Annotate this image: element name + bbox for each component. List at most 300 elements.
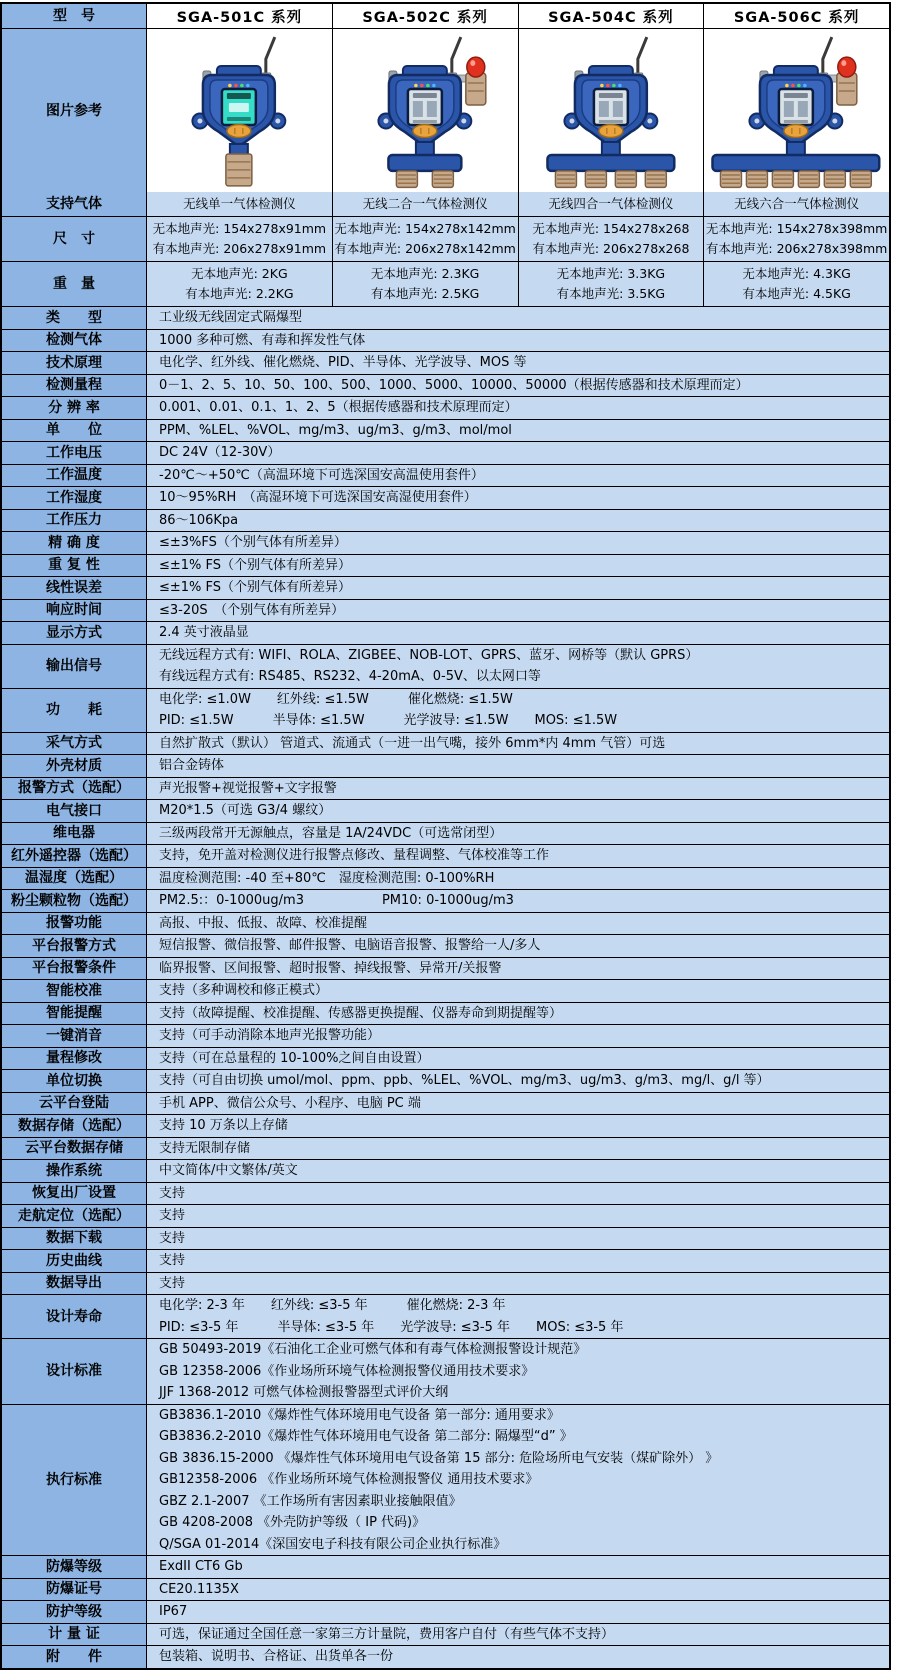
model-header-cells <box>147 4 889 28</box>
spec-value-cell <box>147 465 889 487</box>
spec-value-cell <box>147 755 889 777</box>
spec-row <box>2 688 889 732</box>
spec-value-line: 手机 APP、微信公众号、小程序、电脑 PC 端 <box>159 1095 421 1111</box>
spec-row <box>2 957 889 980</box>
spec-value-line: 电化学: ≤1.0W 红外线: ≤1.5W 催化燃烧: ≤1.5W <box>159 691 513 707</box>
spec-value-cell <box>703 262 889 306</box>
row-values <box>147 800 889 822</box>
spec-row <box>2 599 889 622</box>
row-label: 平台报警条件 <box>2 958 147 980</box>
row-label: 单位切换 <box>2 1070 147 1092</box>
spec-value-line: 支持（可在总量程的 10-100%之间自由设置） <box>159 1050 430 1066</box>
spec-row <box>2 934 889 957</box>
spec-row <box>2 777 889 800</box>
spec-row <box>2 1114 889 1137</box>
spec-row <box>2 441 889 464</box>
spec-value-cell <box>147 1183 889 1205</box>
row-values <box>147 1205 889 1227</box>
row-label: 精 确 度 <box>2 532 147 554</box>
spec-value-cell <box>147 1405 889 1556</box>
spec-value-cell <box>147 1138 889 1160</box>
spec-value-cell <box>147 577 889 599</box>
spec-value-line: GB3836.2-2010《爆炸性气体环境用电气设备 第二部分: 隔爆型“d” 》 <box>159 1429 573 1444</box>
row-label: 附 件 <box>2 1646 147 1668</box>
spec-row <box>2 1227 889 1250</box>
row-values <box>147 555 889 577</box>
product-image-sga-506c <box>703 29 889 192</box>
row-label: 防爆等级 <box>2 1556 147 1578</box>
spec-value-cell <box>332 262 518 306</box>
row-values <box>147 1048 889 1070</box>
spec-row <box>2 1623 889 1646</box>
spec-row <box>2 1002 889 1025</box>
spec-value-line: 0－1、2、5、10、50、100、500、1000、5000、10000、50000（根据传感器和技术原理而定） <box>159 377 749 393</box>
spec-value-line: -20℃～+50℃（高温环境下可选深国安高温使用套件） <box>159 467 484 483</box>
row-label: 数据下载 <box>2 1228 147 1250</box>
spec-value-line: ExdII CT6 Gb <box>159 1559 243 1574</box>
spec-row <box>2 374 889 397</box>
row-values <box>147 420 889 442</box>
row-values <box>147 1228 889 1250</box>
spec-row <box>2 979 889 1002</box>
row-label: 操作系统 <box>2 1160 147 1182</box>
row-values <box>147 958 889 980</box>
spec-value-cell <box>703 192 889 216</box>
spec-value-cell <box>147 532 889 554</box>
spec-row <box>2 261 889 306</box>
spec-row <box>2 1338 889 1404</box>
spec-value-cell <box>147 487 889 509</box>
spec-value-line: 无本地声光: 2.3KG <box>370 266 480 281</box>
row-values <box>147 1250 889 1272</box>
row-values <box>147 1070 889 1092</box>
spec-row <box>2 216 889 261</box>
row-values <box>147 352 889 374</box>
spec-row <box>2 1092 889 1115</box>
spec-row <box>2 1555 889 1578</box>
row-label: 技术原理 <box>2 352 147 374</box>
model-header-label: 型 号 <box>2 4 147 28</box>
spec-rows <box>2 192 889 1668</box>
spec-value-cell <box>147 1228 889 1250</box>
row-values <box>147 1601 889 1623</box>
spec-value-line: 支持 <box>159 1208 186 1223</box>
row-values <box>147 1579 889 1601</box>
row-label: 工作电压 <box>2 442 147 464</box>
spec-value-line: 支持 <box>159 1275 186 1291</box>
spec-value-line: Q/SGA 01-2014《深国安电子科技有限公司企业执行标准》 <box>159 1536 507 1552</box>
row-values <box>147 192 889 216</box>
row-values <box>147 577 889 599</box>
spec-value-line: 铝合金铸体 <box>159 758 225 773</box>
spec-value-line: 无线二合一气体检测仪 <box>362 196 488 211</box>
spec-value-cell <box>147 935 889 957</box>
spec-row <box>2 1182 889 1205</box>
row-values <box>147 1003 889 1025</box>
row-values <box>147 1339 889 1404</box>
spec-value-line: 支持 10 万条以上存储 <box>159 1118 288 1133</box>
spec-value-line: 无本地声光: 154x278x142mm <box>334 221 516 236</box>
spec-value-cell <box>147 1025 889 1047</box>
spec-row <box>2 509 889 532</box>
row-label: 设计标准 <box>2 1339 147 1404</box>
row-values <box>147 465 889 487</box>
spec-value-cell <box>147 1048 889 1070</box>
row-label: 显示方式 <box>2 622 147 644</box>
spec-value-line: 无线单一气体检测仪 <box>183 196 296 211</box>
spec-value-line: PPM、%LEL、%VOL、mg/m3、ug/m3、g/m3、mol/mol <box>159 422 512 438</box>
row-values <box>147 1093 889 1115</box>
row-label: 输出信号 <box>2 645 147 688</box>
spec-value-line: 中文简体/中文繁体/英文 <box>159 1163 298 1178</box>
spec-value-line: 有本地声光: 206x278x142mm <box>334 241 516 256</box>
model-header-row <box>2 4 889 28</box>
product-image-cells <box>147 29 889 192</box>
spec-value-line: 无线远程方式有: WIFI、ROLA、ZIGBEE、NOB-LOT、GPRS、蓝牙、网桥等（默认 GPRS） <box>159 647 699 663</box>
row-label: 检测量程 <box>2 375 147 397</box>
spec-value-cell <box>147 397 889 419</box>
spec-row <box>2 1272 889 1295</box>
row-label: 重 复 性 <box>2 555 147 577</box>
spec-value-cell <box>147 1160 889 1182</box>
spec-value-line: 临界报警、区间报警、超时报警、掉线报警、异常开/关报警 <box>159 960 502 976</box>
spec-value-line: GB3836.1-2010《爆炸性气体环境用电气设备 第一部分: 通用要求》 <box>159 1407 560 1423</box>
row-label: 粉尘颗粒物（选配） <box>2 890 147 912</box>
spec-value-cell <box>147 890 889 912</box>
spec-value-cell <box>147 1003 889 1025</box>
spec-value-line: ≤±1% FS（个别气体有所差异） <box>159 557 352 573</box>
row-values <box>147 600 889 622</box>
spec-value-cell <box>332 192 518 216</box>
spec-value-line: 无本地声光: 154x278x268 <box>532 221 690 236</box>
spec-row <box>2 486 889 509</box>
spec-row <box>2 889 889 912</box>
row-label: 历史曲线 <box>2 1250 147 1272</box>
spec-row <box>2 912 889 935</box>
spec-value-cell <box>147 1070 889 1092</box>
spec-value-line: 高报、中报、低报、故障、校准提醒 <box>159 915 368 931</box>
row-values <box>147 510 889 532</box>
spec-value-cell <box>147 958 889 980</box>
spec-row <box>2 419 889 442</box>
row-values <box>147 1138 889 1160</box>
spec-row <box>2 1578 889 1601</box>
spec-value-line: GB 12358-2006《作业场所环境气体检测报警仪通用技术要求》 <box>159 1363 535 1379</box>
spec-row <box>2 867 889 890</box>
spec-value-line: 声光报警+视觉报警+文字报警 <box>159 780 337 796</box>
spec-value-line: 无本地声光: 4.3KG <box>742 266 851 281</box>
row-label: 分 辨 率 <box>2 397 147 419</box>
spec-value-line: 支持 <box>159 1253 186 1268</box>
row-label: 支持气体 <box>2 192 147 216</box>
row-label: 尺 寸 <box>2 217 147 261</box>
row-values <box>147 935 889 957</box>
image-row-label: 图片参考 <box>2 29 147 192</box>
spec-value-cell <box>147 217 332 261</box>
row-label: 智能提醒 <box>2 1003 147 1025</box>
row-values <box>147 890 889 912</box>
spec-value-cell <box>147 1601 889 1623</box>
row-values <box>147 217 889 261</box>
spec-value-line: GB 4208-2008 《外壳防护等级（ IP 代码)》 <box>159 1515 426 1530</box>
spec-value-line: M20*1.5（可选 G3/4 螺纹） <box>159 803 332 818</box>
spec-row <box>2 844 889 867</box>
row-label: 走航定位（选配） <box>2 1205 147 1227</box>
spec-value-cell <box>147 1273 889 1295</box>
spec-value-line: PM2.5:：0-1000ug/m3 PM10: 0-1000ug/m3 <box>159 893 514 908</box>
spec-value-cell <box>147 1250 889 1272</box>
row-label: 恢复出厂设置 <box>2 1183 147 1205</box>
row-label: 电气接口 <box>2 800 147 822</box>
spec-value-line: IP67 <box>159 1604 188 1619</box>
spec-value-cell <box>147 1624 889 1646</box>
row-label: 平台报警方式 <box>2 935 147 957</box>
row-label: 数据导出 <box>2 1273 147 1295</box>
spec-value-line: GB 50493-2019《石油化工企业可燃气体和有毒气体检测报警设计规范》 <box>159 1342 587 1357</box>
spec-row <box>2 799 889 822</box>
spec-value-cell <box>332 217 518 261</box>
spec-value-line: 自然扩散式（默认） 管道式、流通式（一进一出气嘴，接外 6mm*内 4mm 气管）可选 <box>159 735 666 751</box>
spec-value-line: 无本地声光: 154x278x91mm <box>152 221 327 236</box>
spec-value-line: GB12358-2006 《作业场所环境气体检测报警仪 通用技术要求》 <box>159 1472 539 1487</box>
spec-value-cell <box>147 307 889 329</box>
spec-value-cell <box>147 1646 889 1668</box>
row-values <box>147 1183 889 1205</box>
spec-value-line: 有本地声光: 2.5KG <box>370 286 480 301</box>
row-values <box>147 755 889 777</box>
spec-value-cell <box>147 262 332 306</box>
spec-value-line: 包装箱、说明书、合格证、出货单各一份 <box>159 1649 394 1664</box>
spec-row <box>2 1069 889 1092</box>
spec-value-cell <box>518 262 704 306</box>
spec-value-cell <box>147 980 889 1002</box>
model-name-sga-502c: SGA-502C 系列 <box>332 4 518 28</box>
row-label: 采气方式 <box>2 733 147 755</box>
spec-value-line: 0.001、0.01、0.1、1、2、5（根据传感器和技术原理而定） <box>159 400 518 415</box>
spec-value-line: CE20.1135X <box>159 1581 239 1597</box>
row-values <box>147 487 889 509</box>
row-label: 云平台数据存储 <box>2 1138 147 1160</box>
spec-row <box>2 464 889 487</box>
spec-row <box>2 1404 889 1556</box>
row-values <box>147 733 889 755</box>
spec-value-cell <box>147 689 889 732</box>
spec-value-line: 有本地声光: 206x278x91mm <box>152 241 327 256</box>
spec-value-line: 支持无限制存储 <box>159 1140 251 1156</box>
spec-value-line: 支持（可自由切换 umol/mol、ppm、ppb、%LEL、%VOL、mg/m3、ug/m3、g/m3、mg/l、g/l 等） <box>159 1073 770 1088</box>
spec-value-line: 电化学: 2-3 年 红外线: ≤3-5 年 催化燃烧: 2-3 年 <box>159 1298 506 1313</box>
row-values <box>147 1295 889 1338</box>
spec-value-line: DC 24V（12-30V） <box>159 445 281 460</box>
spec-value-cell <box>147 733 889 755</box>
spec-value-cell <box>147 1093 889 1115</box>
row-label: 报警方式（选配） <box>2 778 147 800</box>
spec-value-cell <box>518 192 704 216</box>
spec-row <box>2 1645 889 1668</box>
spec-value-cell <box>147 192 332 216</box>
spec-value-line: 有线远程方式有: RS485、RS232、4-20mA、0-5V、以太网口等 <box>159 669 541 684</box>
spec-value-cell <box>147 375 889 397</box>
row-label: 云平台登陆 <box>2 1093 147 1115</box>
spec-row <box>2 644 889 688</box>
spec-value-line: 温度检测范围: -40 至+80℃ 湿度检测范围: 0-100%RH <box>159 870 495 886</box>
spec-value-cell <box>147 1579 889 1601</box>
spec-value-cell <box>147 1295 889 1338</box>
spec-value-line: JJF 1368-2012 可燃气体检测报警器型式评价大纲 <box>159 1385 449 1400</box>
row-label: 红外遥控器（选配） <box>2 845 147 867</box>
row-values <box>147 1273 889 1295</box>
spec-row <box>2 1159 889 1182</box>
spec-row <box>2 396 889 419</box>
spec-value-cell <box>147 1556 889 1578</box>
spec-value-cell <box>147 778 889 800</box>
spec-value-line: PID: ≤1.5W 半导体: ≤1.5W 光学波导: ≤1.5W MOS: ≤1.5W <box>159 713 618 728</box>
row-values <box>147 868 889 890</box>
spec-value-line: 三级两段常开无源触点，容量是 1A/24VDC（可选常闭型） <box>159 825 503 841</box>
spec-value-line: 无本地声光: 2KG <box>191 266 288 281</box>
product-image-sga-504c <box>518 29 704 192</box>
spec-value-cell <box>147 913 889 935</box>
spec-row <box>2 329 889 352</box>
row-label: 工作湿度 <box>2 487 147 509</box>
spec-row <box>2 732 889 755</box>
row-label: 线性误差 <box>2 577 147 599</box>
spec-row <box>2 1024 889 1047</box>
gas-detector-spec-table <box>0 2 891 1670</box>
row-values <box>147 532 889 554</box>
spec-value-line: 无本地声光: 154x278x398mm <box>705 221 888 236</box>
product-image-sga-502c <box>332 29 518 192</box>
spec-row <box>2 1249 889 1272</box>
row-values <box>147 845 889 867</box>
spec-row <box>2 1137 889 1160</box>
spec-value-line: GB 3836.15-2000 《爆炸性气体环境用电气设备第 15 部分: 危险场所电气安装（煤矿除外） 》 <box>159 1450 719 1466</box>
row-label: 计 量 证 <box>2 1624 147 1646</box>
row-values <box>147 1160 889 1182</box>
spec-value-line: GBZ 2.1-2007 《工作场所有害因素职业接触限值》 <box>159 1493 462 1509</box>
spec-value-cell <box>147 600 889 622</box>
spec-value-cell <box>147 442 889 464</box>
spec-value-cell <box>147 510 889 532</box>
row-values <box>147 1624 889 1646</box>
row-label: 功 耗 <box>2 689 147 732</box>
spec-value-cell <box>147 555 889 577</box>
spec-value-line: 支持 <box>159 1230 186 1246</box>
spec-value-cell <box>147 845 889 867</box>
row-label: 数据存储（选配） <box>2 1115 147 1137</box>
row-values <box>147 645 889 688</box>
row-label: 防护等级 <box>2 1601 147 1623</box>
row-label: 类 型 <box>2 307 147 329</box>
spec-row <box>2 531 889 554</box>
row-values <box>147 1025 889 1047</box>
row-values <box>147 1405 889 1556</box>
spec-value-cell <box>147 352 889 374</box>
row-values <box>147 1556 889 1578</box>
spec-value-line: ≤±1% FS（个别气体有所差异） <box>159 580 352 595</box>
row-label: 防爆证号 <box>2 1579 147 1601</box>
row-label: 外壳材质 <box>2 755 147 777</box>
row-label: 响应时间 <box>2 600 147 622</box>
model-name-sga-504c: SGA-504C 系列 <box>518 4 704 28</box>
row-values <box>147 778 889 800</box>
spec-value-line: 有本地声光: 206x278x398mm <box>705 241 888 256</box>
spec-value-cell <box>518 217 704 261</box>
spec-row <box>2 621 889 644</box>
spec-row <box>2 822 889 845</box>
spec-row <box>2 554 889 577</box>
spec-value-line: 支持（多种调校和修正模式） <box>159 983 329 998</box>
spec-value-line: 电化学、红外线、催化燃烧、PID、半导体、光学波导、MOS 等 <box>159 355 527 370</box>
spec-value-line: ≤3-20S （个别气体有所差异） <box>159 602 345 618</box>
spec-value-cell <box>147 1339 889 1404</box>
row-label: 单 位 <box>2 420 147 442</box>
spec-value-line: 无线四合一气体检测仪 <box>548 196 674 211</box>
spec-value-cell <box>147 330 889 352</box>
row-label: 一键消音 <box>2 1025 147 1047</box>
row-values <box>147 913 889 935</box>
spec-value-cell <box>147 645 889 688</box>
spec-value-cell <box>147 1115 889 1137</box>
model-name-sga-506c: SGA-506C 系列 <box>703 4 889 28</box>
spec-value-cell <box>147 800 889 822</box>
spec-value-line: 1000 多种可燃、有毒和挥发性气体 <box>159 332 366 348</box>
spec-value-line: ≤±3%FS（个别气体有所差异） <box>159 535 347 550</box>
spec-value-cell <box>147 420 889 442</box>
row-label: 执行标准 <box>2 1405 147 1556</box>
row-values <box>147 375 889 397</box>
row-values <box>147 442 889 464</box>
row-values <box>147 980 889 1002</box>
row-label: 智能校准 <box>2 980 147 1002</box>
row-label: 设计寿命 <box>2 1295 147 1338</box>
row-label: 检测气体 <box>2 330 147 352</box>
spec-value-line: 可选，保证通过全国任意一家第三方计量院，费用客户自付（有些气体不支持） <box>159 1626 615 1642</box>
row-label: 工作压力 <box>2 510 147 532</box>
row-values <box>147 330 889 352</box>
row-label: 重 量 <box>2 262 147 306</box>
row-values <box>147 307 889 329</box>
row-values <box>147 1646 889 1668</box>
spec-value-cell <box>147 823 889 845</box>
row-label: 报警功能 <box>2 913 147 935</box>
spec-value-line: 有本地声光: 2.2KG <box>185 286 294 301</box>
spec-value-line: 有本地声光: 206x278x268 <box>532 241 690 256</box>
spec-value-line: PID: ≤3-5 年 半导体: ≤3-5 年 光学波导: ≤3-5 年 MOS: ≤3-5 年 <box>159 1319 624 1335</box>
spec-row <box>2 576 889 599</box>
spec-row <box>2 1047 889 1070</box>
row-values <box>147 622 889 644</box>
row-values <box>147 397 889 419</box>
spec-value-cell <box>703 217 889 261</box>
model-name-sga-501c: SGA-501C 系列 <box>147 4 332 28</box>
spec-row <box>2 192 889 216</box>
spec-value-line: 有本地声光: 4.5KG <box>742 286 851 301</box>
product-image-sga-501c <box>147 29 332 192</box>
spec-row <box>2 1294 889 1338</box>
spec-value-line: 有本地声光: 3.5KG <box>556 286 666 301</box>
spec-value-cell <box>147 1205 889 1227</box>
spec-row <box>2 306 889 329</box>
spec-value-line: 86～106Kpa <box>159 512 239 528</box>
row-label: 温湿度（选配） <box>2 868 147 890</box>
spec-row <box>2 754 889 777</box>
spec-value-line: 支持，免开盖对检测仪进行报警点修改、量程调整、气体校准等工作 <box>159 848 550 863</box>
spec-value-line: 支持 <box>159 1185 186 1201</box>
row-label: 工作温度 <box>2 465 147 487</box>
spec-row <box>2 1204 889 1227</box>
spec-value-line: 工业级无线固定式隔爆型 <box>159 310 303 325</box>
